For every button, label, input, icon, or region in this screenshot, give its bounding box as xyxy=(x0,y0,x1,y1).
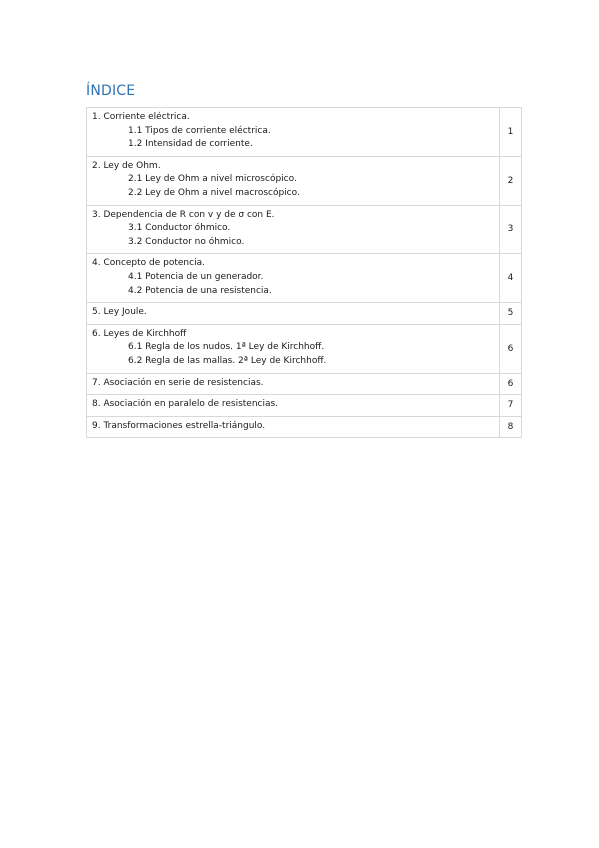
toc-subheading: 2.2 Ley de Ohm a nivel macroscópico. xyxy=(128,187,300,198)
toc-entry xyxy=(87,395,500,417)
toc-table xyxy=(86,107,522,438)
toc-row xyxy=(87,373,522,395)
toc-entry xyxy=(87,254,500,303)
toc-entry xyxy=(87,156,500,205)
toc-heading: 2. Ley de Ohm. xyxy=(92,160,161,171)
toc-subheading: 3.1 Conductor óhmico. xyxy=(128,223,231,234)
toc-subheading: 4.1 Potencia de un generador. xyxy=(128,271,264,282)
toc-row xyxy=(87,416,522,438)
toc-heading: 1. Corriente eléctrica. xyxy=(92,112,190,122)
toc-entry xyxy=(87,303,500,325)
toc-row xyxy=(87,205,522,254)
toc-page-number: 8 xyxy=(500,416,522,438)
toc-heading: 9. Transformaciones estrella-triángulo. xyxy=(92,420,266,431)
toc-subheading: 4.2 Potencia de una resistencia. xyxy=(128,285,272,296)
toc-subheading: 6.2 Regla de las mallas. 2ª Ley de Kirchhoff. xyxy=(128,355,327,366)
toc-row xyxy=(87,395,522,417)
page-title: ÍNDICE xyxy=(86,83,136,99)
toc-heading: 3. Dependencia de R con v y de σ con E. xyxy=(92,209,275,220)
toc-page-number: 5 xyxy=(500,303,522,325)
toc-page-number: 4 xyxy=(500,254,522,303)
toc-subheading: 6.1 Regla de los nudos. 1ª Ley de Kirchhoff. xyxy=(128,342,325,353)
toc-subheading: 1.1 Tipos de corriente eléctrica. xyxy=(128,125,271,136)
toc-subheading: 3.2 Conductor no óhmico. xyxy=(128,236,245,247)
toc-page-number: 6 xyxy=(500,324,522,373)
toc-subheading: 2.1 Ley de Ohm a nivel microscópico. xyxy=(128,174,297,185)
toc-row xyxy=(87,108,522,157)
toc-page-number: 7 xyxy=(500,395,522,417)
toc-heading: 6. Leyes de Kirchhoff xyxy=(92,328,187,339)
toc-row xyxy=(87,156,522,205)
toc-heading: 7. Asociación en serie de resistencias. xyxy=(92,377,264,388)
toc-page-number: 2 xyxy=(500,156,522,205)
toc-entry xyxy=(87,324,500,373)
toc-entry xyxy=(87,416,500,438)
toc-entry xyxy=(87,205,500,254)
toc-row xyxy=(87,324,522,373)
toc-heading: 5. Ley Joule. xyxy=(92,307,147,318)
toc-page-number: 3 xyxy=(500,205,522,254)
toc-page-number: 1 xyxy=(500,108,522,157)
toc-subheading: 1.2 Intensidad de corriente. xyxy=(128,139,253,150)
toc-heading: 4. Concepto de potencia. xyxy=(92,258,205,269)
toc-entry xyxy=(87,373,500,395)
toc-row xyxy=(87,254,522,303)
toc-page-number: 6 xyxy=(500,373,522,395)
toc-entry xyxy=(87,108,500,157)
toc-heading: 8. Asociación en paralelo de resistencias. xyxy=(92,399,279,410)
toc-row xyxy=(87,303,522,325)
